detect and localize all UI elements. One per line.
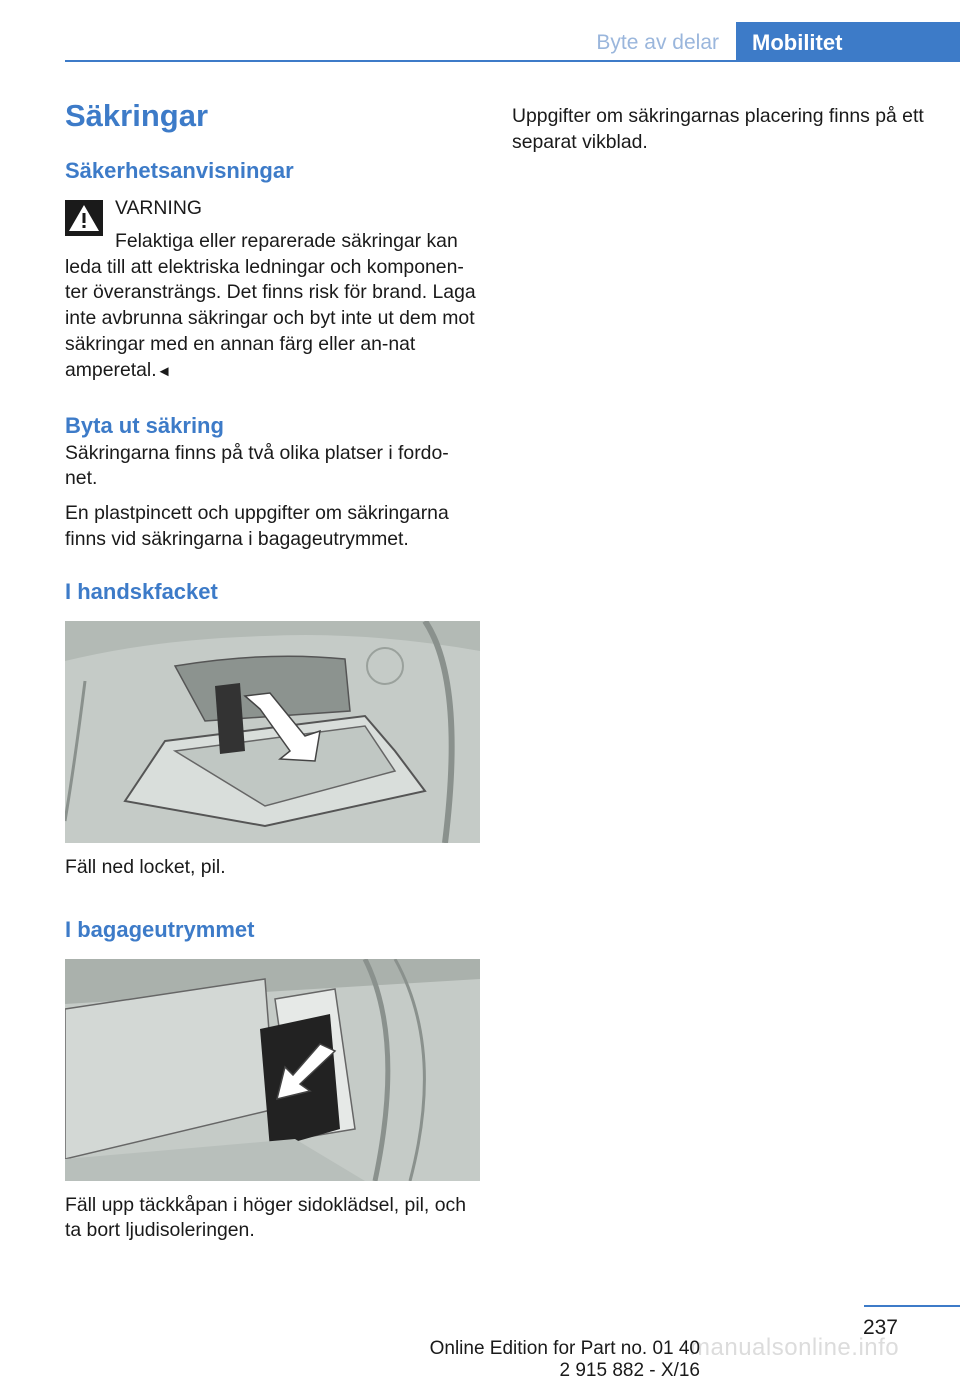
glovebox-heading: I handskfacket bbox=[65, 578, 218, 604]
end-mark: ◄ bbox=[156, 362, 172, 380]
replace-fuse-heading: Byta ut säkring bbox=[65, 412, 224, 438]
warning-label: VARNING bbox=[115, 197, 202, 219]
page-title: Säkringar bbox=[65, 98, 209, 133]
right-paragraph: Uppgifter om säkringarnas placering finns på ett separat vikblad. bbox=[512, 105, 924, 153]
header-chapter-tab: Mobilitet bbox=[736, 22, 960, 62]
glovebox-figure bbox=[65, 621, 480, 843]
trunk-figure bbox=[65, 959, 480, 1181]
header-rule bbox=[65, 60, 960, 62]
footer-rule bbox=[864, 1305, 960, 1307]
warning-block bbox=[65, 196, 480, 385]
page-number: 237 bbox=[862, 1316, 898, 1339]
right-column bbox=[512, 104, 932, 156]
trunk-caption: Fäll upp täckkåpan i höger sidoklädsel, pil, och ta bort ljudisoleringen. bbox=[65, 1193, 466, 1242]
safety-heading: Säkerhetsanvisningar bbox=[65, 158, 294, 183]
warning-first-line: Felaktiga eller reparerade säkringar kan bbox=[115, 229, 458, 252]
watermark: manualsonline.info bbox=[690, 1334, 900, 1361]
replace-paragraph-2: En plastpincett och uppgifter om säkringarna finns vid säkringarna i bagageutrymmet. bbox=[65, 502, 449, 550]
left-column bbox=[65, 96, 480, 1244]
warning-body: leda till att elektriska ledningar och komponen-ter överansträngs. Det finns risk för brand. Laga inte avbrunna säkringar och byt inte ut dem mot säkringar med en annan färg eller an-nat amperetal.◄ bbox=[65, 255, 476, 381]
glovebox-caption: Fäll ned locket, pil. bbox=[65, 855, 226, 878]
header-section-label: Byte av delar bbox=[596, 31, 719, 54]
edition-line: Online Edition for Part no. 01 40 2 915 882 - X/16 bbox=[429, 1338, 700, 1381]
replace-paragraph-1: Säkringarna finns på två olika platser i fordo-net. bbox=[65, 441, 449, 490]
trunk-heading: I bagageutrymmet bbox=[65, 916, 255, 942]
warning-triangle-icon bbox=[65, 200, 103, 236]
